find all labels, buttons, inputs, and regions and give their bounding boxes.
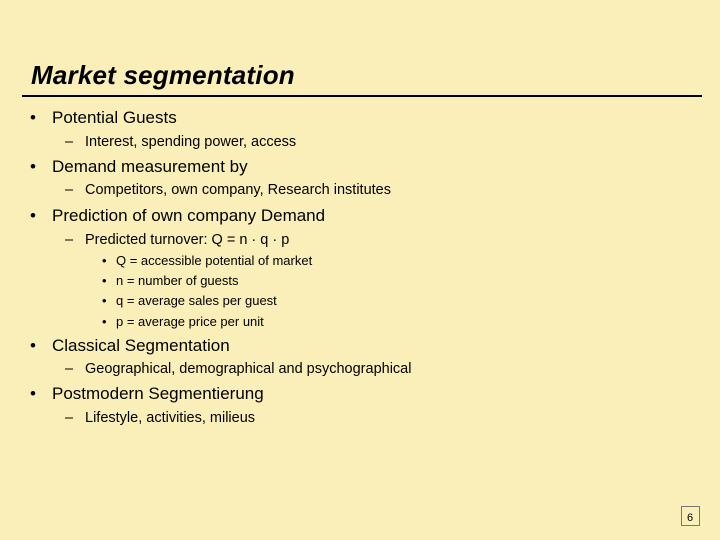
- sub-interest: Interest, spending power, access: [85, 134, 297, 150]
- dash-marker: –: [65, 361, 74, 377]
- dot-marker: •: [102, 293, 107, 308]
- dot-marker: •: [102, 314, 107, 329]
- dash-marker: –: [65, 134, 74, 150]
- formula-qsmall-def: q = average sales per guest: [116, 293, 277, 308]
- dash-marker: –: [65, 182, 74, 198]
- bullet-postmodern-segmentierung: Postmodern Segmentierung: [52, 384, 264, 403]
- bullet-marker: •: [30, 336, 36, 355]
- bullet-marker: •: [30, 157, 36, 176]
- slide-title: Market segmentation: [31, 60, 295, 90]
- sub-competitors: Competitors, own company, Research institutes: [85, 182, 391, 198]
- title-underline: [22, 95, 702, 97]
- dot-marker: •: [102, 253, 107, 268]
- page-number: 6: [687, 512, 694, 524]
- sub-lifestyle: Lifestyle, activities, milieus: [85, 410, 256, 426]
- formula-p-def: p = average price per unit: [116, 314, 264, 329]
- sub-geographical: Geographical, demographical and psychographical: [85, 361, 412, 377]
- dot-marker: •: [102, 273, 107, 288]
- formula-n-def: n = number of guests: [116, 273, 239, 288]
- dash-marker: –: [65, 232, 74, 248]
- bullet-classical-segmentation: Classical Segmentation: [52, 336, 230, 355]
- bullet-marker: •: [30, 206, 36, 225]
- dash-marker: –: [65, 410, 74, 426]
- bullet-demand-measurement: Demand measurement by: [52, 157, 248, 176]
- formula-q-def: Q = accessible potential of market: [116, 253, 313, 268]
- bullet-prediction: Prediction of own company Demand: [52, 206, 326, 225]
- bullet-marker: •: [30, 108, 36, 127]
- bullet-marker: •: [30, 384, 36, 403]
- bullet-potential-guests: Potential Guests: [52, 108, 177, 127]
- sub-predicted-turnover: Predicted turnover: Q = n · q · p: [85, 232, 290, 248]
